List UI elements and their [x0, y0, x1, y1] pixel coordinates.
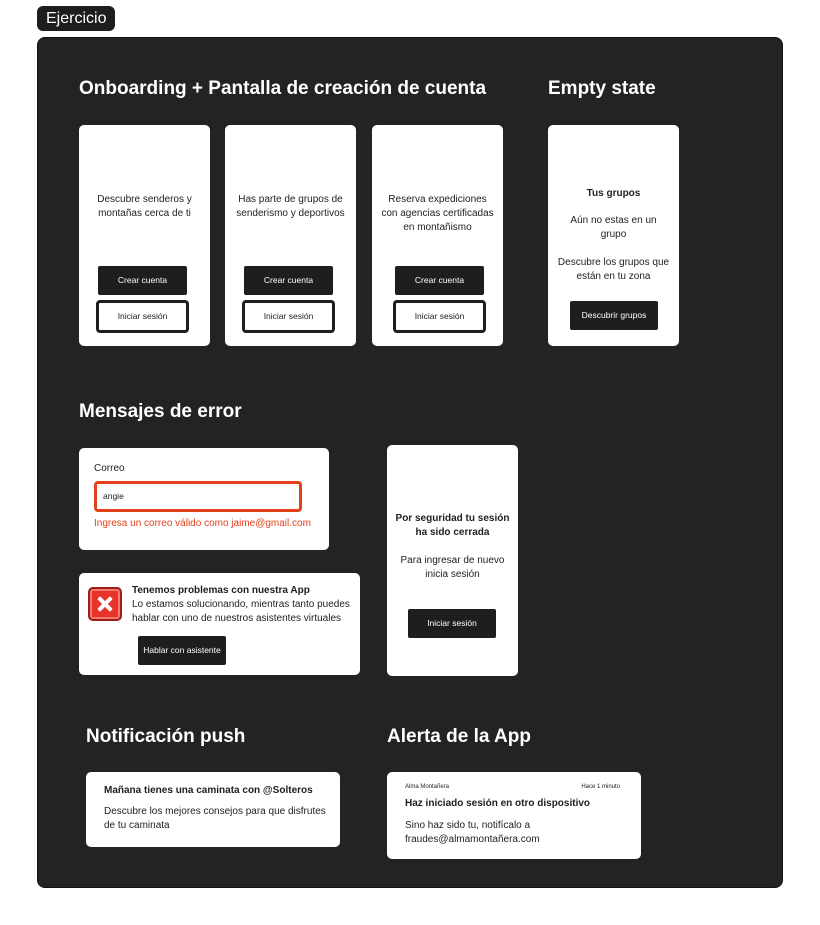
- app-error-title: Tenemos problemas con nuestra App: [132, 585, 310, 596]
- session-closed-screen: [387, 445, 518, 676]
- push-notification[interactable]: [86, 772, 340, 847]
- section-title-app-alert: Alerta de la App: [387, 726, 531, 747]
- email-label: Correo: [94, 463, 125, 474]
- email-error-message: Ingresa un correo válido como jaime@gmail.com: [94, 518, 311, 529]
- onboarding-screen-1: [79, 125, 210, 346]
- app-alert-time: Hace 1 minuto: [581, 784, 620, 790]
- section-title-onboarding: Onboarding + Pantalla de creación de cuenta: [79, 78, 487, 99]
- onboarding-screen-2: [225, 125, 356, 346]
- app-error-card: [79, 573, 360, 675]
- email-error-card: [79, 448, 329, 550]
- onboarding-text: Has parte de grupos de senderismo y deportivos: [236, 194, 345, 219]
- app-alert-body: Sino haz sido tu, notifícalo a fraudes@almamontañera.com: [405, 820, 540, 845]
- frame-label: Ejercicio: [37, 6, 115, 31]
- section-title-empty-state: Empty state: [548, 78, 656, 99]
- empty-state-title: Tus grupos: [586, 188, 641, 199]
- create-account-button[interactable]: Crear cuenta: [395, 266, 484, 295]
- login-button[interactable]: Iniciar sesión: [393, 300, 486, 333]
- empty-state-screen: [548, 125, 679, 346]
- section-title-errors: Mensajes de error: [79, 401, 242, 422]
- create-account-button[interactable]: Crear cuenta: [98, 266, 187, 295]
- login-button[interactable]: Iniciar sesión: [408, 609, 496, 638]
- create-account-button[interactable]: Crear cuenta: [244, 266, 333, 295]
- empty-state-hint: Descubre los grupos que están en tu zona: [557, 257, 670, 282]
- app-alert-title: Haz iniciado sesión en otro dispositivo: [405, 798, 591, 809]
- app-alert-app-name: Alma Montañera: [405, 784, 450, 790]
- session-closed-title: Por seguridad tu sesión ha sido cerrada: [395, 513, 510, 538]
- app-error-message: Lo estamos solucionando, mientras tanto puedes hablar con uno de nuestros asistentes virtuales: [132, 599, 350, 624]
- login-button[interactable]: Iniciar sesión: [96, 300, 189, 333]
- talk-to-assistant-button[interactable]: Hablar con asistente: [138, 636, 226, 665]
- login-button[interactable]: Iniciar sesión: [242, 300, 335, 333]
- push-body: Descubre los mejores consejos para que disfrutes de tu caminata: [104, 806, 326, 831]
- session-closed-message: Para ingresar de nuevo inicia sesión: [400, 555, 505, 580]
- empty-state-message: Aún no estas en un grupo: [570, 215, 657, 240]
- app-alert[interactable]: [387, 772, 641, 859]
- cross-mark-icon: [88, 587, 122, 621]
- discover-groups-button[interactable]: Descubrir grupos: [570, 301, 658, 330]
- section-title-push: Notificación push: [86, 726, 246, 747]
- push-title: Mañana tienes una caminata con @Solteros: [104, 785, 313, 796]
- onboarding-screen-3: [372, 125, 503, 346]
- onboarding-text: Descubre senderos y montañas cerca de ti: [97, 194, 192, 219]
- email-field[interactable]: angie: [94, 481, 302, 512]
- onboarding-text: Reserva expediciones con agencias certificadas en montañismo: [381, 194, 494, 233]
